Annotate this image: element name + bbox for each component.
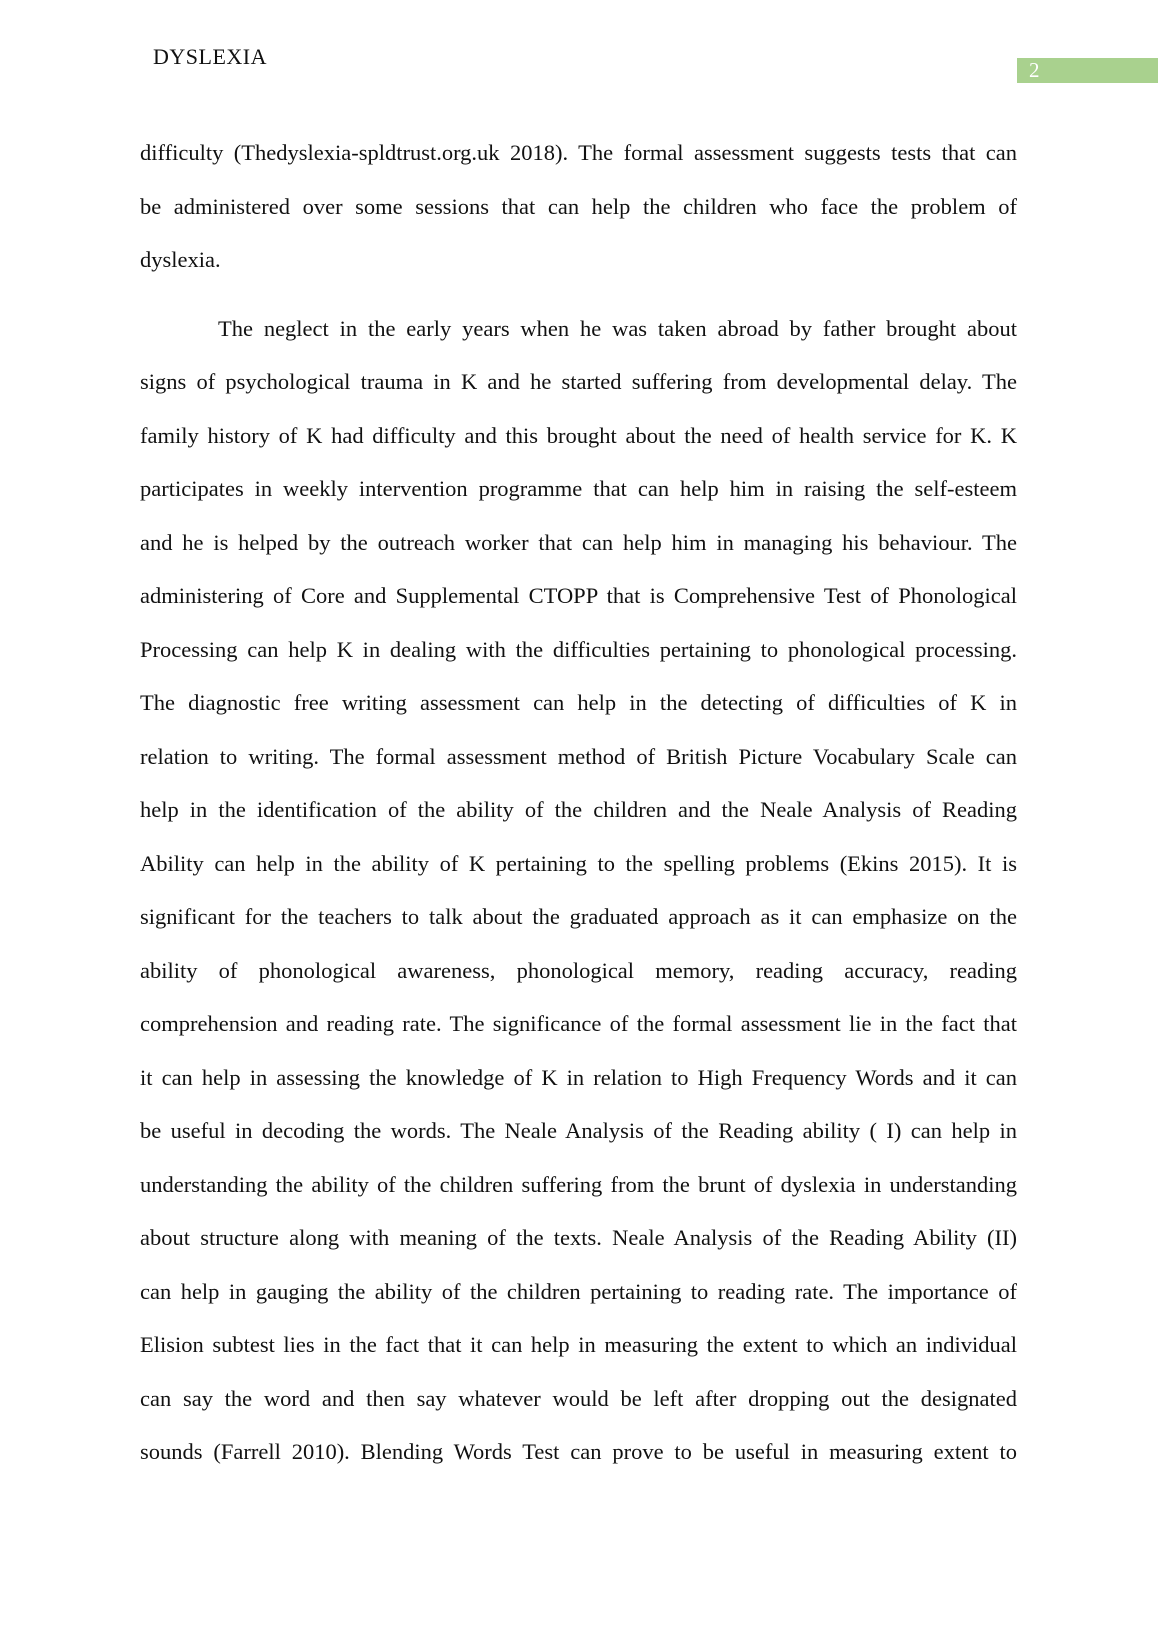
paragraph xyxy=(140,126,1017,287)
text-line: family history of K had difficulty and this brought about the need of health service for K. K xyxy=(140,422,1017,448)
text-line: understanding the ability of the children suffering from the brunt of dyslexia in understanding xyxy=(140,1171,1017,1197)
text-line: Processing can help K in dealing with the difficulties pertaining to phonological processing. xyxy=(140,636,1017,662)
text-line: The neglect in the early years when he was taken abroad by father brought about xyxy=(218,315,1017,341)
text-line: can say the word and then say whatever would be left after dropping out the designated xyxy=(140,1385,1017,1411)
text-line: be administered over some sessions that can help the children who face the problem of xyxy=(140,193,1017,219)
text-line: The diagnostic free writing assessment can help in the detecting of difficulties of K in xyxy=(140,690,1017,715)
text-line: difficulty (Thedyslexia-spldtrust.org.uk 2018). The formal assessment suggests tests that can xyxy=(140,140,1017,165)
text-line: be useful in decoding the words. The Neale Analysis of the Reading ability ( I) can help in xyxy=(140,1118,1017,1143)
text-line: dyslexia. xyxy=(140,247,221,272)
running-head: DYSLEXIA xyxy=(153,44,267,69)
paragraph xyxy=(140,302,1017,1479)
text-line: comprehension and reading rate. The significance of the formal assessment lie in the fact that xyxy=(140,1011,1017,1036)
text-line: sounds (Farrell 2010). Blending Words Test can prove to be useful in measuring extent to xyxy=(140,1439,1017,1464)
text-line: participates in weekly intervention programme that can help him in raising the self-esteem xyxy=(140,476,1017,501)
text-line: it can help in assessing the knowledge of K in relation to High Frequency Words and it can xyxy=(140,1064,1017,1090)
text-line: signs of psychological trauma in K and he started suffering from developmental delay. The xyxy=(140,369,1017,394)
page-number: 2 xyxy=(1029,58,1040,82)
text-line: Ability can help in the ability of K pertaining to the spelling problems (Ekins 2015). It is xyxy=(140,850,1017,876)
text-line: help in the identification of the ability of the children and the Neale Analysis of Reading xyxy=(140,797,1017,822)
text-line: and he is helped by the outreach worker that can help him in managing his behaviour. The xyxy=(140,529,1017,555)
text-line: relation to writing. The formal assessment method of British Picture Vocabulary Scale can xyxy=(140,743,1017,769)
paragraph-spacing xyxy=(140,287,1017,302)
text-line: significant for the teachers to talk about the graduated approach as it can emphasize on the xyxy=(140,904,1017,929)
text-line: ability of phonological awareness, phonological memory, reading accuracy, reading xyxy=(140,957,1017,983)
text-line: administering of Core and Supplemental CTOPP that is Comprehensive Test of Phonological xyxy=(140,583,1017,608)
body-text xyxy=(140,126,1017,1479)
text-line: can help in gauging the ability of the children pertaining to reading rate. The importance of xyxy=(140,1278,1017,1304)
text-line: about structure along with meaning of the texts. Neale Analysis of the Reading Ability (II) xyxy=(140,1225,1017,1250)
text-line: Elision subtest lies in the fact that it can help in measuring the extent to which an individual xyxy=(140,1332,1017,1357)
page-number-box xyxy=(1017,58,1158,83)
